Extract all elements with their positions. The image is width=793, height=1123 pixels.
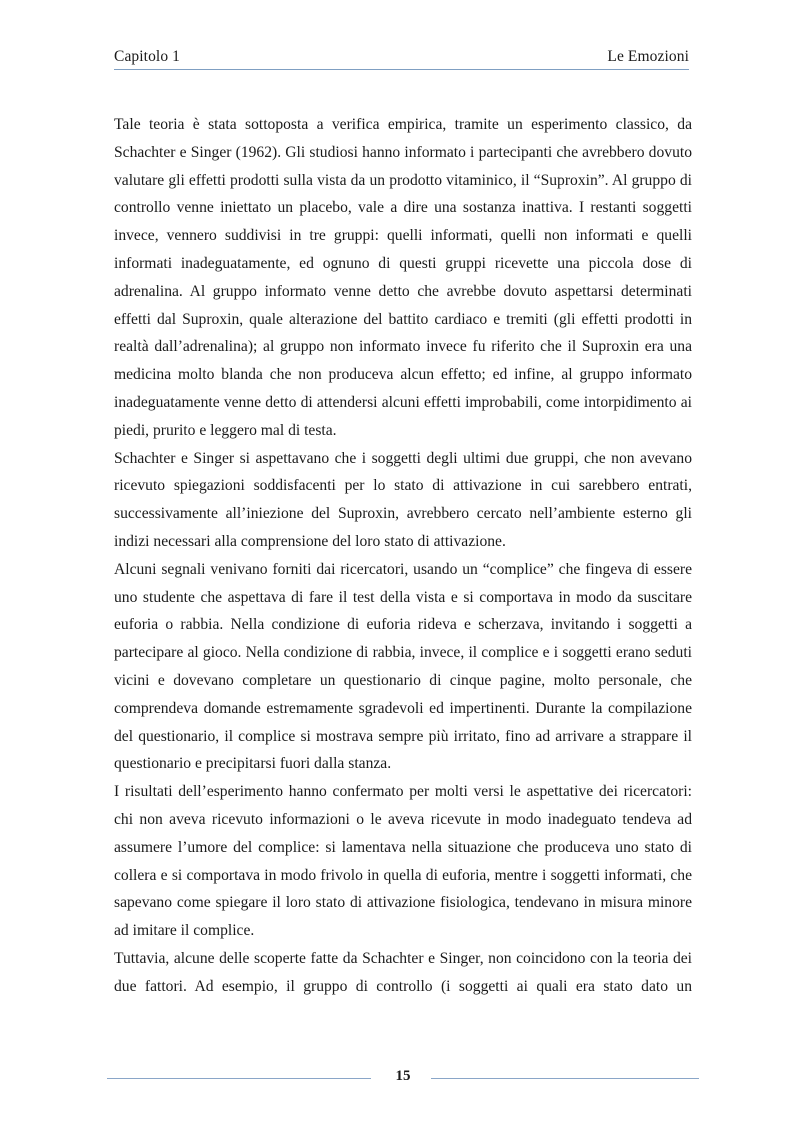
body-text bbox=[114, 111, 692, 1001]
paragraph: Schachter e Singer si aspettavano che i soggetti degli ultimi due gruppi, che non avevano ricevuto spiegazioni soddisfacenti per lo stato di attivazione in cui sarebbero entrati, successivamente all’iniezione del Suproxin, avrebbero cercato nell’ambiente esterno gli indizi necessari alla comprensione del loro stato di attivazione. bbox=[114, 449, 692, 550]
header-divider bbox=[114, 69, 689, 70]
footer-divider-left bbox=[107, 1078, 371, 1079]
paragraph: I risultati dell’esperimento hanno confermato per molti versi le aspettative dei ricercatori: chi non aveva ricevuto informazioni o le aveva ricevute in modo inadeguato tendeva ad assumere l’umore del complice: si lamentava nella situazione che produceva uno stato di collera e si comportava in modo frivolo in quella di euforia, mentre i soggetti informati, che sapevano come spiegare il loro stato di attivazione fisiologica, tendevano in misura minore ad imitare il complice. bbox=[114, 783, 692, 940]
page-footer bbox=[107, 1068, 699, 1090]
paragraph: Tuttavia, alcune delle scoperte fatte da Schachter e Singer, non coincidono con la teoria dei due fattori. Ad esempio, il gruppo di controllo (i soggetti ai quali era stato dato un bbox=[114, 949, 692, 995]
page-number: 15 bbox=[395, 1068, 411, 1084]
footer-divider-right bbox=[431, 1078, 699, 1079]
chapter-label: Capitolo 1 bbox=[114, 48, 181, 65]
page-header bbox=[114, 44, 689, 70]
section-title: Le Emozioni bbox=[607, 48, 689, 65]
paragraph: Tale teoria è stata sottoposta a verifica empirica, tramite un esperimento classico, da Schachter e Singer (1962). Gli studiosi hanno informato i partecipanti che avrebbero dovuto valutare gli effetti prodotti sulla vista da un prodotto vitaminico, il “Suproxin”. Al gruppo di controllo venne iniettato un placebo, vale a dire una sostanza inattiva. I restanti soggetti invece, vennero suddivisi in tre gruppi: quelli informati, quelli non informati e quelli informati inadeguatamente, ed ognuno di questi gruppi ricevette una piccola dose di adrenalina. Al gruppo informato venne detto che avrebbe dovuto aspettarsi determinati effetti dal Suproxin, quale alterazione del battito cardiaco e tremiti (gli effetti prodotti in realtà dall’adrenalina); al gruppo non informato invece fu riferito che il Suproxin era una medicina molto blanda che non produceva alcun effetto; ed infine, al gruppo informato inadeguatamente venne detto di attendersi alcuni effetti improbabili, come intorpidimento ai piedi, prurito e leggero mal di testa. bbox=[114, 116, 692, 439]
paragraph: Alcuni segnali venivano forniti dai ricercatori, usando un “complice” che fingeva di essere uno studente che aspettava di fare il test della vista e si comportava in modo da suscitare euforia o rabbia. Nella condizione di euforia rideva e scherzava, invitando i soggetti a partecipare al gioco. Nella condizione di rabbia, invece, il complice e i soggetti erano seduti vicini e dovevano completare un questionario di cinque pagine, molto personale, che comprendeva domande estremamente sgradevoli ed impertinenti. Durante la compilazione del questionario, il complice si mostrava sempre più irritato, fino ad arrivare a strappare il questionario e precipitarsi fuori dalla stanza. bbox=[114, 560, 692, 773]
